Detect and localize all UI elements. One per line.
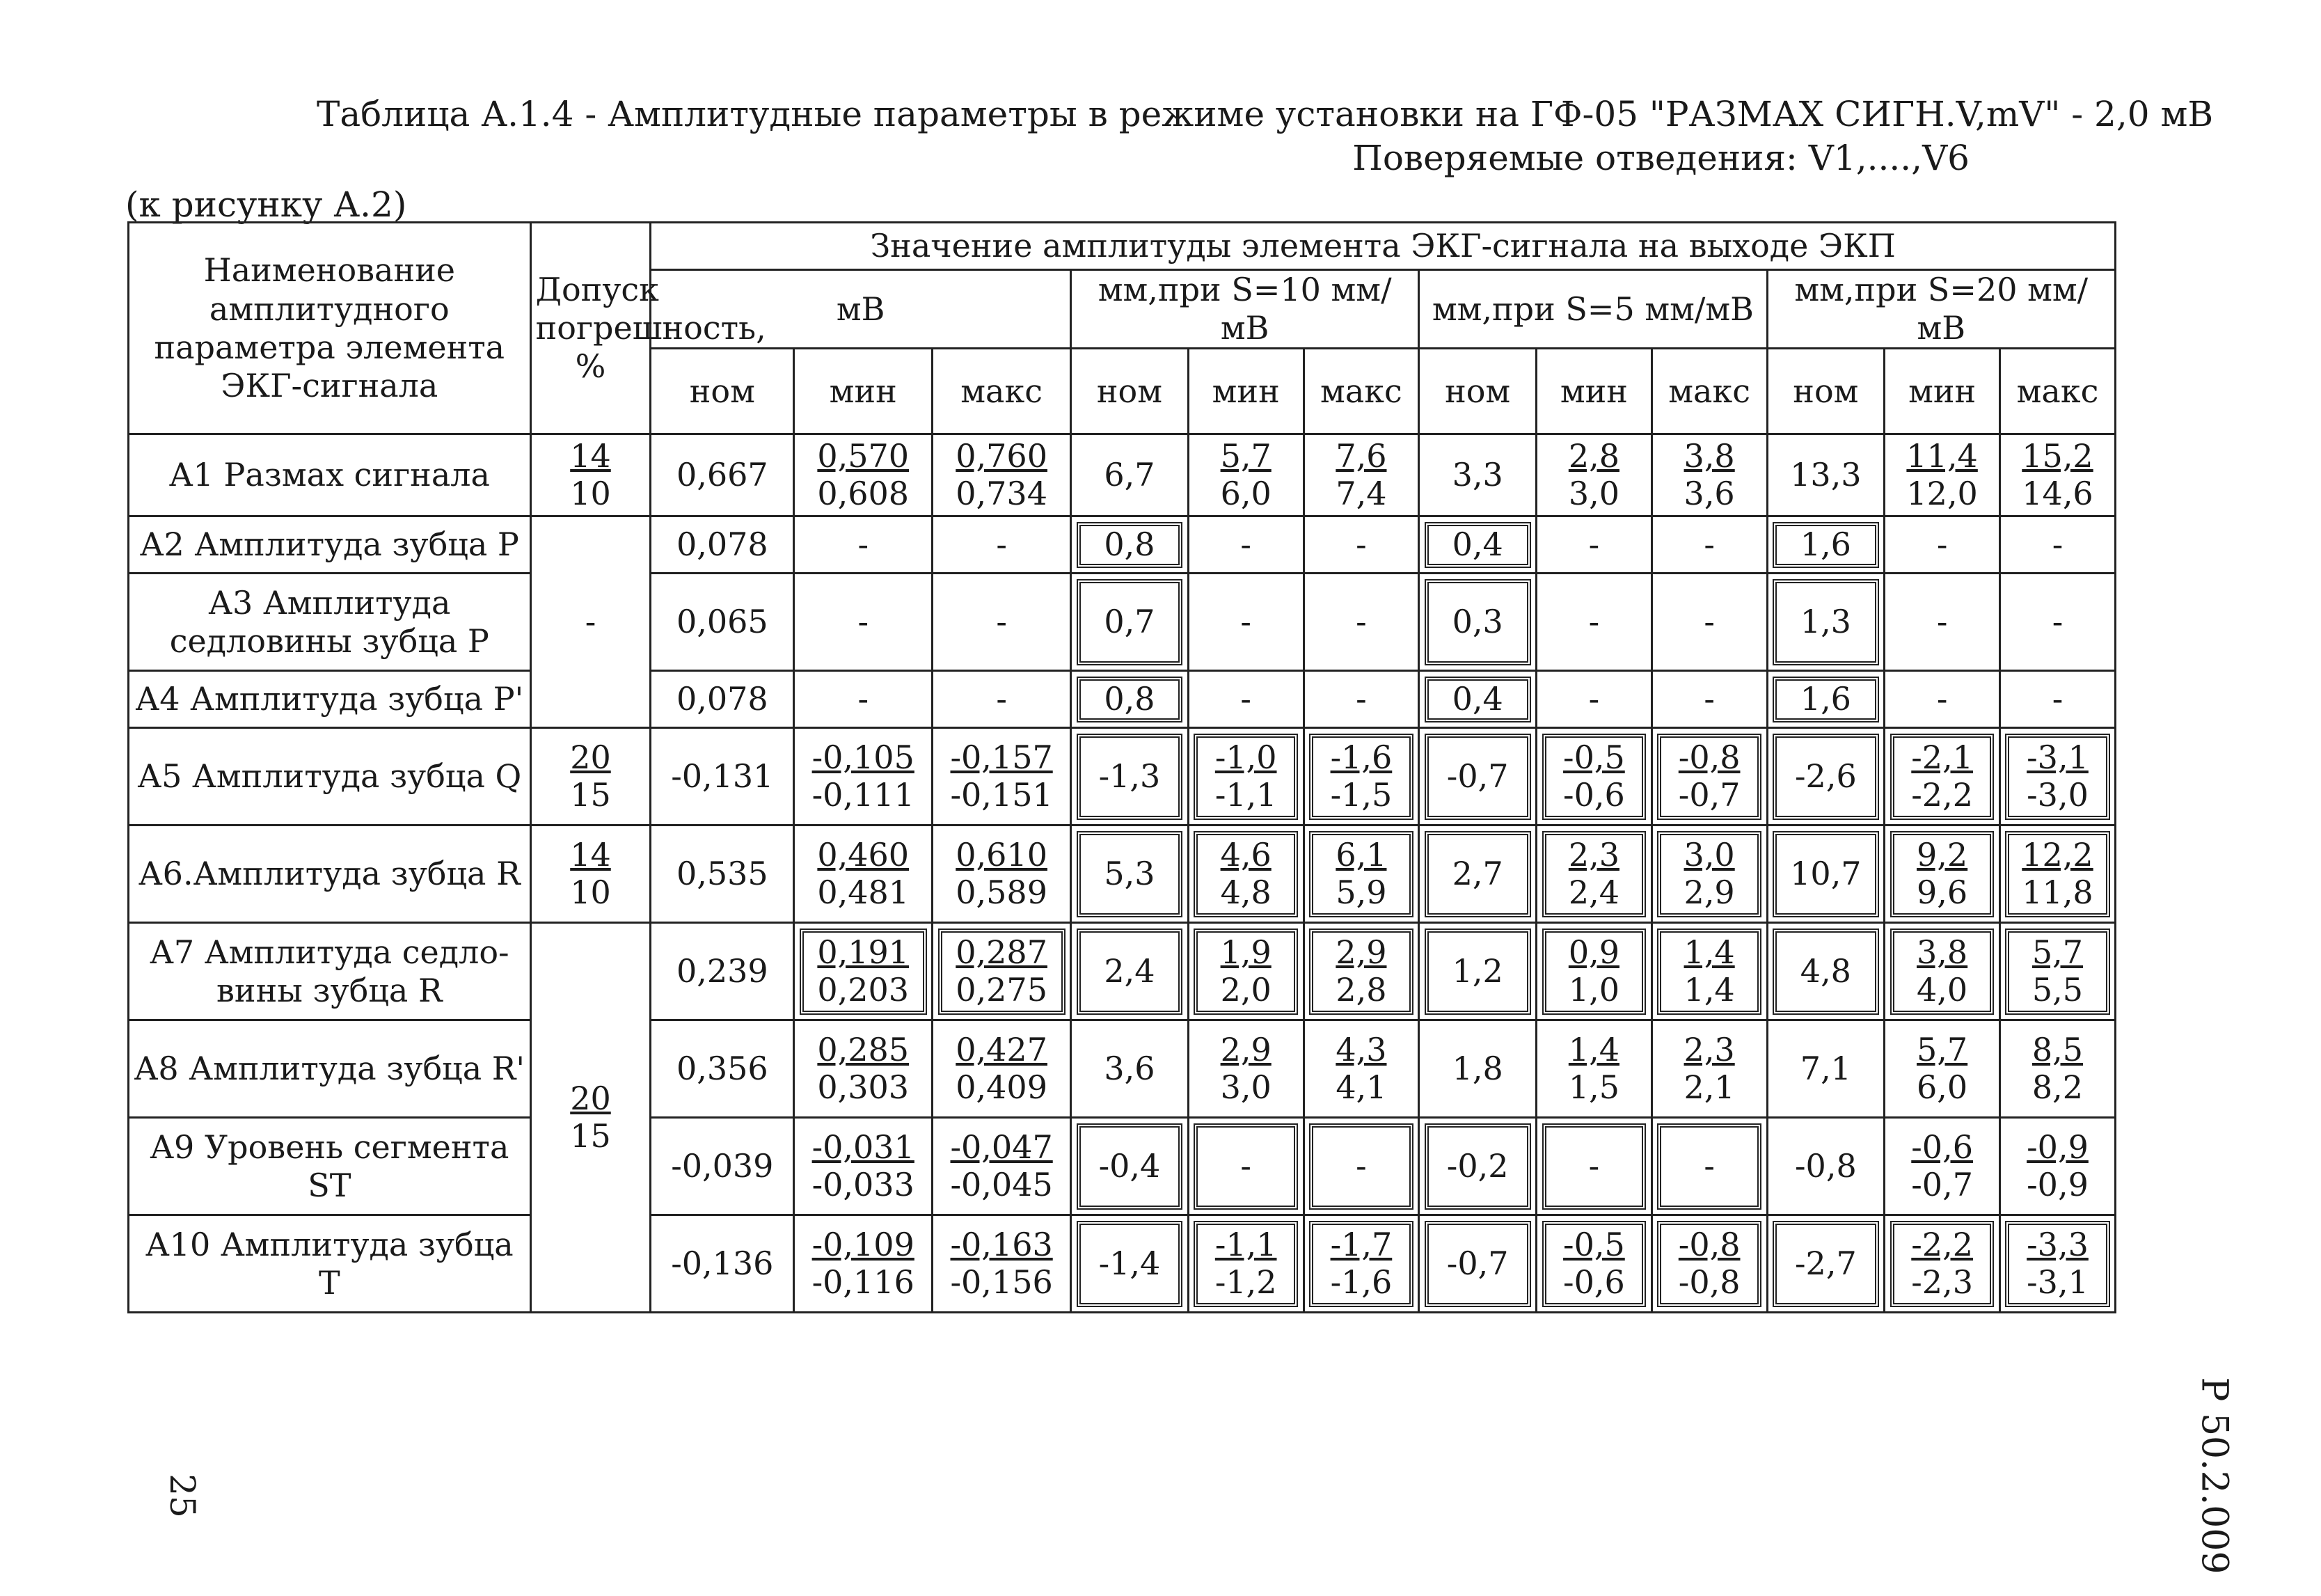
- value-cell: $\frac{3,0}{2,9}$: [1651, 825, 1767, 923]
- header-sub-9: ном: [1767, 349, 1885, 434]
- tolerance-cell: $\frac{14}{10}$: [530, 434, 651, 516]
- header-sub-4: мин: [1188, 349, 1304, 434]
- value-cell: 0,356: [651, 1020, 794, 1118]
- table-row: [129, 516, 2116, 574]
- header-sub-1: мин: [794, 349, 933, 434]
- value-cell: 0,8: [1071, 671, 1189, 728]
- value-cell: -: [1885, 671, 2000, 728]
- value-cell: 13,3: [1767, 434, 1885, 516]
- value-cell: $\frac{0,610}{0,589}$: [933, 825, 1071, 923]
- value-cell: 7,1: [1767, 1020, 1885, 1118]
- table-title: Таблица А.1.4 - Амплитудные параметры в режиме установки на ГФ-05 "РАЗМАХ СИГН.V,mV" - 2,0 мВ: [317, 94, 2214, 134]
- value-cell: -: [1304, 516, 1419, 574]
- header-param-name: Наименование амплитудного параметра элемента ЭКГ-сигнала: [129, 223, 531, 434]
- table-row: [129, 574, 2116, 671]
- value-cell: $\frac{0,427}{0,409}$: [933, 1020, 1071, 1118]
- value-cell: $\frac{2,8}{3,0}$: [1537, 434, 1652, 516]
- value-cell: 1,6: [1767, 671, 1885, 728]
- value-cell: 0,065: [651, 574, 794, 671]
- document-number: Р 50.2.009: [2193, 1377, 2235, 1574]
- value-cell: -: [1651, 574, 1767, 671]
- table-row: [129, 434, 2116, 516]
- value-cell: $\frac{2,9}{2,8}$: [1304, 923, 1419, 1020]
- value-cell: -: [1188, 574, 1304, 671]
- value-cell: $\frac{-0,8}{-0,7}$: [1651, 728, 1767, 825]
- value-cell: $\frac{12,2}{11,8}$: [1999, 825, 2115, 923]
- value-cell: -: [1188, 671, 1304, 728]
- value-cell: 1,8: [1419, 1020, 1537, 1118]
- value-cell: -: [1999, 574, 2115, 671]
- value-cell: 0,078: [651, 671, 794, 728]
- tolerance-cell: $\frac{20}{15}$: [530, 728, 651, 825]
- tolerance-cell: $\frac{14}{10}$: [530, 825, 651, 923]
- value-cell: 0,667: [651, 434, 794, 516]
- value-cell: 0,239: [651, 923, 794, 1020]
- value-cell: $\frac{-0,109}{-0,116}$: [794, 1215, 933, 1313]
- value-cell: $\frac{-1,0}{-1,1}$: [1188, 728, 1304, 825]
- value-cell: -: [933, 671, 1071, 728]
- value-cell: 0,3: [1419, 574, 1537, 671]
- header-sub-11: макс: [1999, 349, 2115, 434]
- value-cell: $\frac{-2,1}{-2,2}$: [1885, 728, 2000, 825]
- value-cell: $\frac{-0,105}{-0,111}$: [794, 728, 933, 825]
- value-cell: 6,7: [1071, 434, 1189, 516]
- value-cell: $\frac{-0,5}{-0,6}$: [1537, 728, 1652, 825]
- value-cell: 5,3: [1071, 825, 1189, 923]
- value-cell: 1,2: [1419, 923, 1537, 1020]
- value-cell: -: [1651, 671, 1767, 728]
- value-cell: $\frac{3,8}{4,0}$: [1885, 923, 2000, 1020]
- value-cell: -: [933, 574, 1071, 671]
- value-cell: -0,136: [651, 1215, 794, 1313]
- value-cell: 3,6: [1071, 1020, 1189, 1118]
- value-cell: $\frac{4,6}{4,8}$: [1188, 825, 1304, 923]
- value-cell: $\frac{-1,7}{-1,6}$: [1304, 1215, 1419, 1313]
- value-cell: $\frac{-1,6}{-1,5}$: [1304, 728, 1419, 825]
- value-cell: 1,3: [1767, 574, 1885, 671]
- value-cell: -2,7: [1767, 1215, 1885, 1313]
- param-name-cell: А1 Размах сигнала: [129, 434, 531, 516]
- value-cell: 0,535: [651, 825, 794, 923]
- header-group-s10: мм,при S=10 мм/мВ: [1071, 270, 1419, 349]
- header-group-mv: мВ: [651, 270, 1071, 349]
- header-group-s20: мм,при S=20 мм/мВ: [1767, 270, 2116, 349]
- value-cell: -0,7: [1419, 728, 1537, 825]
- value-cell: $\frac{1,9}{2,0}$: [1188, 923, 1304, 1020]
- value-cell: -: [1885, 516, 2000, 574]
- value-cell: -: [1999, 516, 2115, 574]
- param-name-cell: А6.Амплитуда зубца R: [129, 825, 531, 923]
- table-row: [129, 1118, 2116, 1215]
- value-cell: -: [1537, 574, 1652, 671]
- value-cell: $\frac{4,3}{4,1}$: [1304, 1020, 1419, 1118]
- value-cell: 0,7: [1071, 574, 1189, 671]
- value-cell: -0,8: [1767, 1118, 1885, 1215]
- value-cell: 0,078: [651, 516, 794, 574]
- value-cell: -0,4: [1071, 1118, 1189, 1215]
- value-cell: $\frac{-0,8}{-0,8}$: [1651, 1215, 1767, 1313]
- header-value-group: Значение амплитуды элемента ЭКГ-сигнала на выходе ЭКП: [651, 223, 2116, 270]
- value-cell: $\frac{-0,6}{-0,7}$: [1885, 1118, 2000, 1215]
- value-cell: $\frac{-0,9}{-0,9}$: [1999, 1118, 2115, 1215]
- value-cell: $\frac{8,5}{8,2}$: [1999, 1020, 2115, 1118]
- value-cell: $\frac{15,2}{14,6}$: [1999, 434, 2115, 516]
- value-cell: $\frac{1,4}{1,4}$: [1651, 923, 1767, 1020]
- value-cell: $\frac{-0,157}{-0,151}$: [933, 728, 1071, 825]
- value-cell: -: [794, 671, 933, 728]
- value-cell: $\frac{5,7}{5,5}$: [1999, 923, 2115, 1020]
- value-cell: $\frac{-0,163}{-0,156}$: [933, 1215, 1071, 1313]
- value-cell: $\frac{0,191}{0,203}$: [794, 923, 933, 1020]
- value-cell: -: [1188, 1118, 1304, 1215]
- value-cell: 2,7: [1419, 825, 1537, 923]
- value-cell: $\frac{0,285}{0,303}$: [794, 1020, 933, 1118]
- value-cell: $\frac{-0,031}{-0,033}$: [794, 1118, 933, 1215]
- value-cell: -0,7: [1419, 1215, 1537, 1313]
- value-cell: -0,2: [1419, 1118, 1537, 1215]
- value-cell: -: [794, 516, 933, 574]
- value-cell: $\frac{0,570}{0,608}$: [794, 434, 933, 516]
- table-row: [129, 923, 2116, 1020]
- header-sub-6: ном: [1419, 349, 1537, 434]
- value-cell: -: [1537, 1118, 1652, 1215]
- table-row: [129, 1020, 2116, 1118]
- value-cell: -: [1651, 1118, 1767, 1215]
- table-row: [129, 1215, 2116, 1313]
- value-cell: $\frac{11,4}{12,0}$: [1885, 434, 2000, 516]
- value-cell: -: [1651, 516, 1767, 574]
- value-cell: $\frac{-0,5}{-0,6}$: [1537, 1215, 1652, 1313]
- param-name-cell: А5 Амплитуда зубца Q: [129, 728, 531, 825]
- value-cell: $\frac{-1,1}{-1,2}$: [1188, 1215, 1304, 1313]
- value-cell: $\frac{2,3}{2,1}$: [1651, 1020, 1767, 1118]
- value-cell: -: [933, 516, 1071, 574]
- value-cell: $\frac{2,3}{2,4}$: [1537, 825, 1652, 923]
- value-cell: $\frac{2,9}{3,0}$: [1188, 1020, 1304, 1118]
- value-cell: $\frac{-3,1}{-3,0}$: [1999, 728, 2115, 825]
- value-cell: 0,4: [1419, 516, 1537, 574]
- header-sub-3: ном: [1071, 349, 1189, 434]
- param-name-cell: А3 Амплитуда седловины зубца Р: [129, 574, 531, 671]
- table-row: [129, 825, 2116, 923]
- value-cell: -1,4: [1071, 1215, 1189, 1313]
- header-sub-8: макс: [1651, 349, 1767, 434]
- value-cell: -: [1188, 516, 1304, 574]
- value-cell: 0,4: [1419, 671, 1537, 728]
- header-sub-0: ном: [651, 349, 794, 434]
- tolerance-cell: -: [530, 516, 651, 728]
- value-cell: 2,4: [1071, 923, 1189, 1020]
- value-cell: $\frac{5,7}{6,0}$: [1885, 1020, 2000, 1118]
- value-cell: $\frac{0,760}{0,734}$: [933, 434, 1071, 516]
- value-cell: -: [1304, 671, 1419, 728]
- value-cell: $\frac{-0,047}{-0,045}$: [933, 1118, 1071, 1215]
- value-cell: -1,3: [1071, 728, 1189, 825]
- value-cell: 4,8: [1767, 923, 1885, 1020]
- param-name-cell: А4 Амплитуда зубца Р': [129, 671, 531, 728]
- param-name-cell: А8 Амплитуда зубца R': [129, 1020, 531, 1118]
- param-name-cell: А7 Амплитуда седло-вины зубца R: [129, 923, 531, 1020]
- value-cell: $\frac{-3,3}{-3,1}$: [1999, 1215, 2115, 1313]
- value-cell: $\frac{-2,2}{-2,3}$: [1885, 1215, 2000, 1313]
- value-cell: $\frac{6,1}{5,9}$: [1304, 825, 1419, 923]
- value-cell: -0,131: [651, 728, 794, 825]
- value-cell: $\frac{3,8}{3,6}$: [1651, 434, 1767, 516]
- value-cell: -: [794, 574, 933, 671]
- value-cell: -: [1304, 1118, 1419, 1215]
- value-cell: -0,039: [651, 1118, 794, 1215]
- value-cell: -: [1537, 516, 1652, 574]
- param-name-cell: А9 Уровень сегмента ST: [129, 1118, 531, 1215]
- value-cell: -2,6: [1767, 728, 1885, 825]
- value-cell: 10,7: [1767, 825, 1885, 923]
- value-cell: $\frac{7,6}{7,4}$: [1304, 434, 1419, 516]
- value-cell: 0,8: [1071, 516, 1189, 574]
- table-row: [129, 728, 2116, 825]
- value-cell: -: [1304, 574, 1419, 671]
- value-cell: 1,6: [1767, 516, 1885, 574]
- header-group-s5: мм,при S=5 мм/мВ: [1419, 270, 1767, 349]
- header-sub-2: макс: [933, 349, 1071, 434]
- tolerance-cell: $\frac{20}{15}$: [530, 923, 651, 1313]
- value-cell: -: [1999, 671, 2115, 728]
- amplitude-table: [127, 221, 2116, 1313]
- header-tolerance: Допуск погрешность, %: [530, 223, 651, 434]
- value-cell: $\frac{1,4}{1,5}$: [1537, 1020, 1652, 1118]
- value-cell: $\frac{0,287}{0,275}$: [933, 923, 1071, 1020]
- value-cell: -: [1885, 574, 2000, 671]
- table-row: [129, 671, 2116, 728]
- header-sub-10: мин: [1885, 349, 2000, 434]
- value-cell: 3,3: [1419, 434, 1537, 516]
- value-cell: $\frac{5,7}{6,0}$: [1188, 434, 1304, 516]
- param-name-cell: А10 Амплитуда зубца Т: [129, 1215, 531, 1313]
- value-cell: -: [1537, 671, 1652, 728]
- page-number: 25: [161, 1473, 203, 1518]
- header-sub-7: мин: [1537, 349, 1652, 434]
- header-sub-5: макс: [1304, 349, 1419, 434]
- figure-reference: (к рисунку А.2): [125, 184, 407, 225]
- value-cell: $\frac{0,9}{1,0}$: [1537, 923, 1652, 1020]
- value-cell: $\frac{9,2}{9,6}$: [1885, 825, 2000, 923]
- value-cell: $\frac{0,460}{0,481}$: [794, 825, 933, 923]
- leads-subtitle: Поверяемые отведения: V1,....,V6: [1352, 138, 1970, 178]
- param-name-cell: А2 Амплитуда зубца Р: [129, 516, 531, 574]
